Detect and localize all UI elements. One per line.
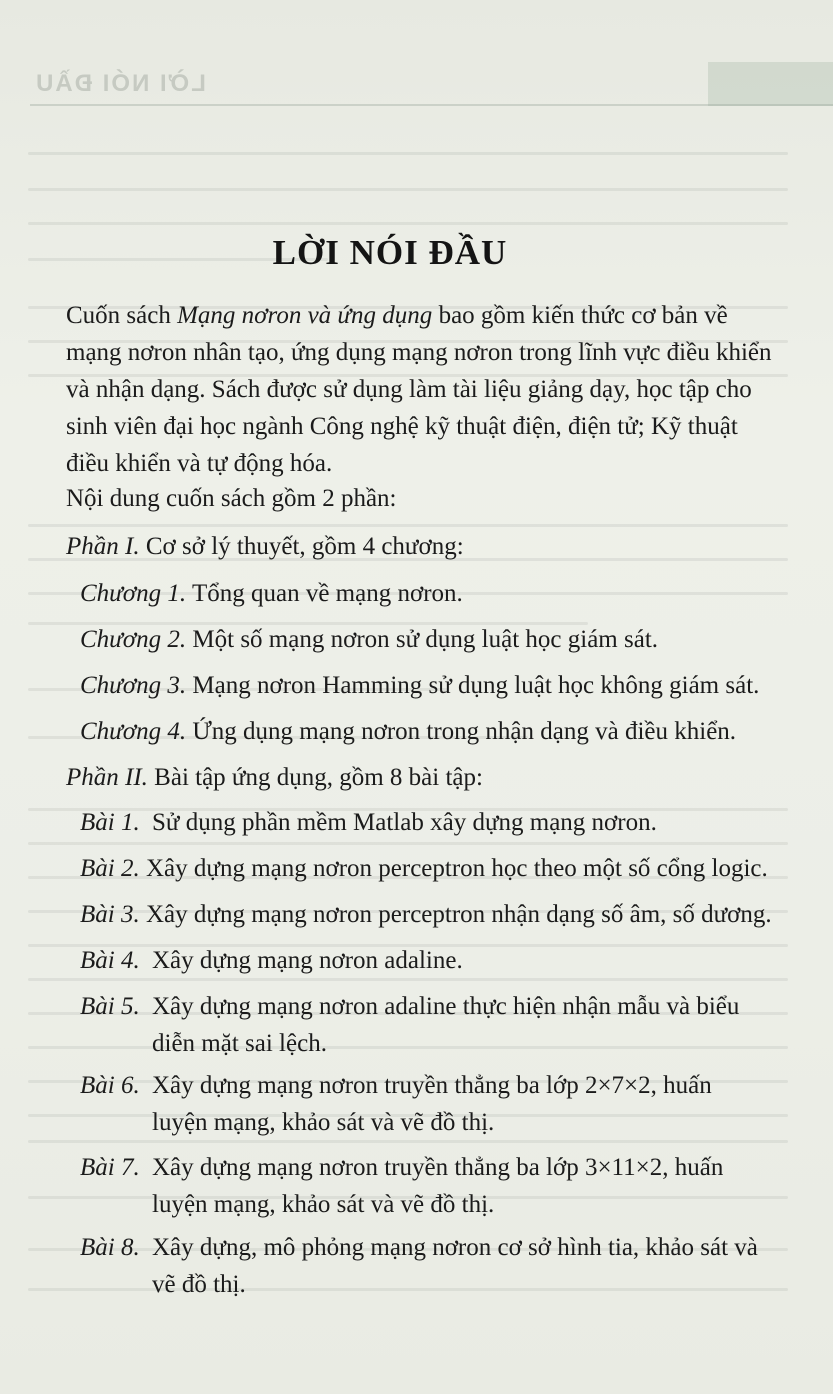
exercise-item [80, 942, 780, 979]
exercise-text: Xây dựng mạng nơron truyền thẳng ba lớp 2×7×2, huấn luyện mạng, khảo sát và vẽ đồ thị. [152, 1072, 712, 1136]
part-2-heading [66, 763, 483, 793]
chapter-item [80, 579, 463, 609]
exercise-label: Bài 1. [80, 809, 140, 836]
exercise-label: Bài 5. [80, 993, 140, 1020]
chapter-label: Chương 4. [80, 718, 187, 745]
exercise-label: Bài 2. [80, 855, 140, 882]
exercise-item [80, 1149, 780, 1218]
intro-before: Cuốn sách [66, 302, 178, 329]
exercise-label: Bài 4. [80, 947, 140, 974]
intro-after: bao gồm kiến thức cơ bản về mạng nơron nhân tạo, ứng dụng mạng nơron trong lĩnh vực điều khiển và nhận dạng. Sách được sử dụng làm tài liệu giảng dạy, học tập cho sinh viên đại học ngành Công nghệ kỹ thuật điện, điện tử; Kỹ thuật điều khiển và tự động hóa. [66, 302, 772, 477]
bleed-header-text: LỜI NÓI ĐẦU [34, 70, 206, 97]
exercise-item [80, 804, 780, 841]
part-2-label: Phần II. [66, 764, 148, 791]
chapter-item [80, 625, 658, 655]
chapter-text: Tổng quan về mạng nơron. [191, 580, 463, 607]
chapter-label: Chương 3. [80, 672, 187, 699]
exercise-item [80, 1229, 780, 1298]
intro-paragraph [66, 297, 772, 482]
chapter-item [80, 671, 759, 701]
exercise-text: Xây dựng mạng nơron truyền thẳng ba lớp 3×11×2, huấn luyện mạng, khảo sát và vẽ đồ thị. [152, 1154, 724, 1218]
chapter-label: Chương 1. [80, 580, 187, 607]
exercise-text: Xây dựng mạng nơron adaline thực hiện nhận mẫu và biểu diễn mặt sai lệch. [152, 993, 740, 1057]
exercise-text: Xây dựng mạng nơron perceptron nhận dạng số âm, số dương. [146, 901, 772, 928]
chapter-item [80, 717, 736, 747]
exercise-item [80, 988, 780, 1057]
exercise-label: Bài 8. [80, 1234, 140, 1261]
part-1-label: Phần I. [66, 533, 140, 560]
chapter-text: Mạng nơron Hamming sử dụng luật học không giám sát. [192, 672, 760, 699]
content-intro: Nội dung cuốn sách gồm 2 phần: [66, 485, 397, 512]
exercise-text: Sử dụng phần mềm Matlab xây dựng mạng nơron. [152, 809, 657, 836]
exercise-text: Xây dựng mạng nơron perceptron học theo một số cổng logic. [146, 855, 768, 882]
exercise-item [80, 850, 780, 887]
exercise-text: Xây dựng, mô phỏng mạng nơron cơ sở hình tia, khảo sát và vẽ đồ thị. [152, 1234, 758, 1298]
book-title: Mạng nơron và ứng dụng [177, 302, 433, 329]
part-1-heading [66, 532, 464, 562]
chapter-text: Một số mạng nơron sử dụng luật học giám sát. [192, 626, 659, 653]
chapter-text: Ứng dụng mạng nơron trong nhận dạng và điều khiển. [192, 718, 737, 745]
chapter-label: Chương 2. [80, 626, 187, 653]
exercise-text: Xây dựng mạng nơron adaline. [152, 947, 463, 974]
exercise-label: Bài 7. [80, 1154, 140, 1181]
exercise-item [80, 896, 780, 933]
exercise-label: Bài 6. [80, 1072, 140, 1099]
part-2-text: Bài tập ứng dụng, gồm 8 bài tập: [154, 764, 483, 791]
exercise-label: Bài 3. [80, 901, 140, 928]
intro-text [66, 297, 772, 482]
part-1-text: Cơ sở lý thuyết, gồm 4 chương: [145, 533, 464, 560]
page-title: LỜI NÓI ĐẦU [272, 233, 508, 272]
exercise-item [80, 1067, 780, 1136]
